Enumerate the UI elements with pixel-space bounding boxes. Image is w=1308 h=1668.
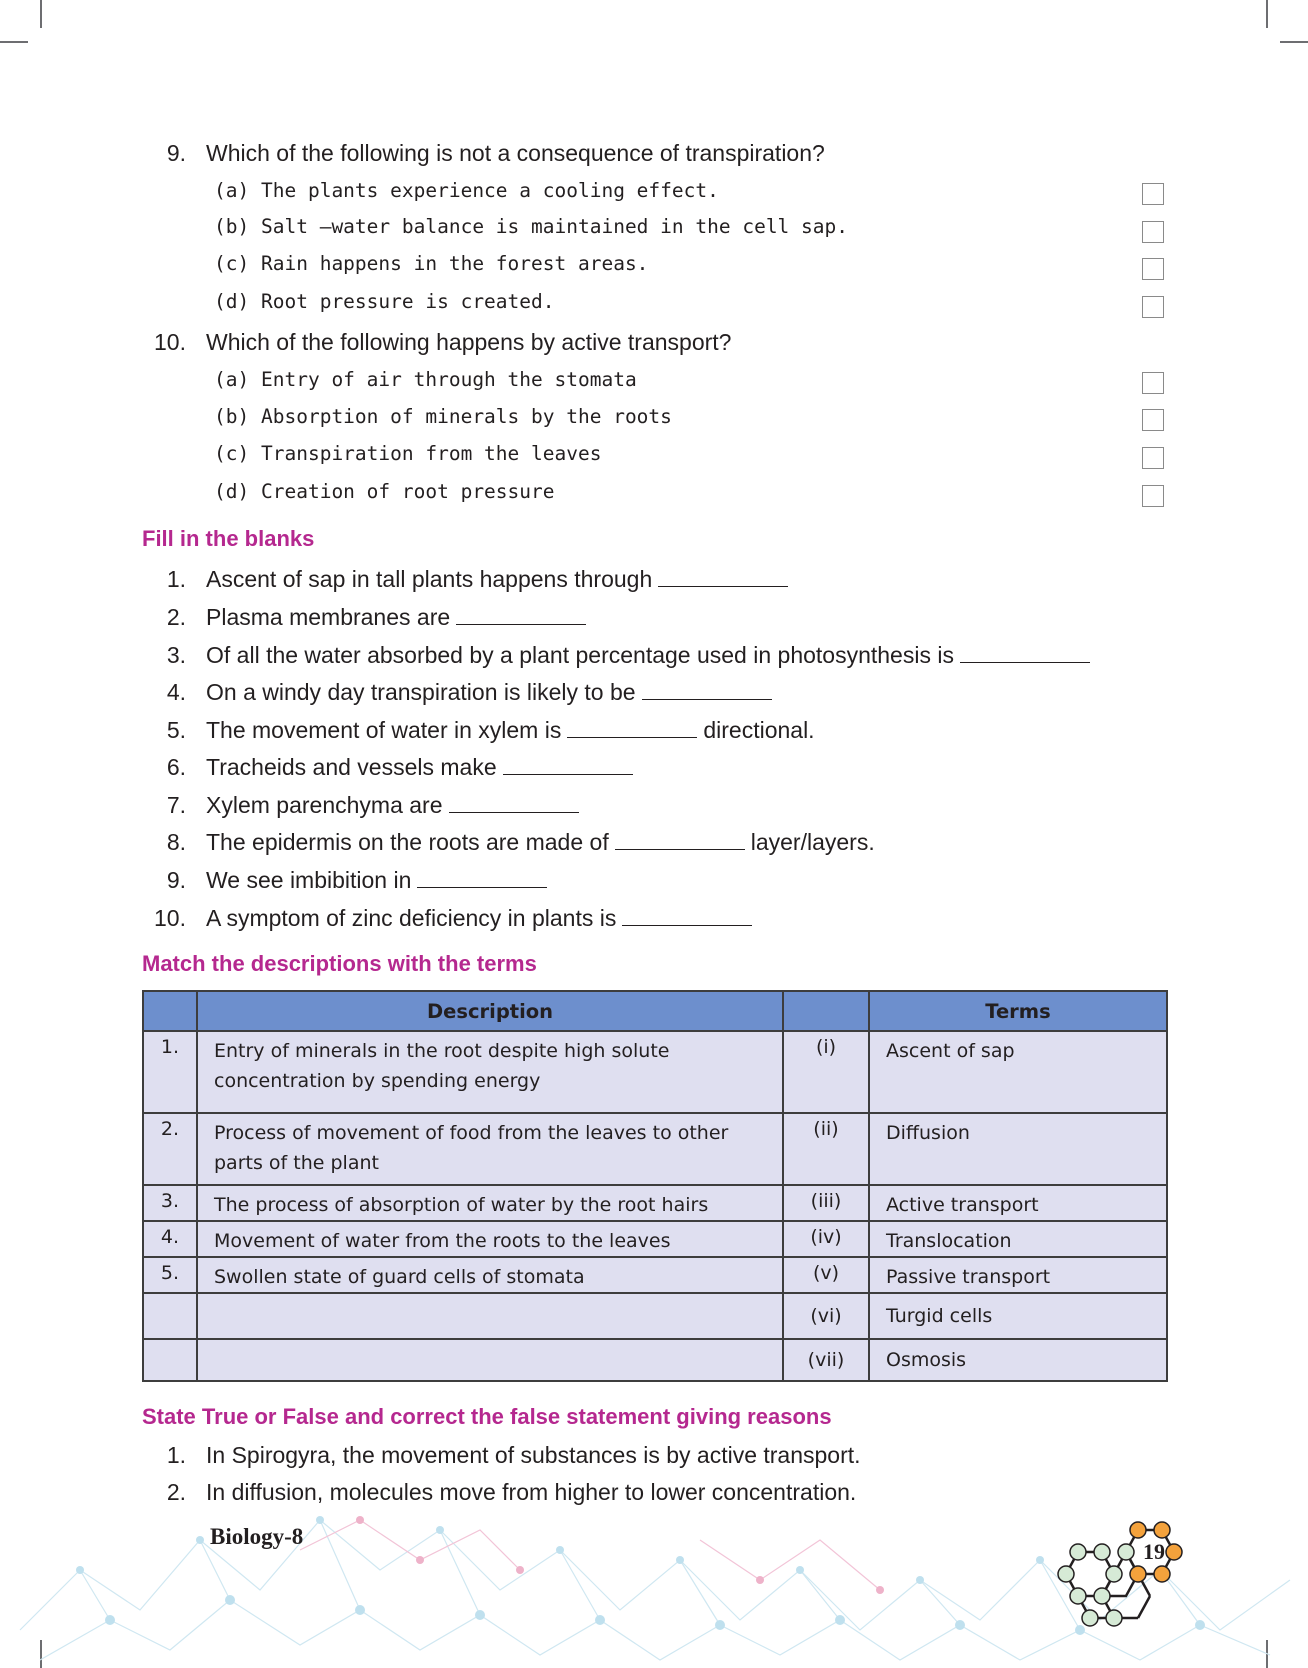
answer-checkbox[interactable] [1142, 258, 1164, 280]
header-description: Description [197, 991, 783, 1031]
fill-blank-line[interactable] [456, 606, 586, 625]
question-text: Which of the following is not a consequence of transpiration? [206, 140, 825, 166]
true-false-heading: State True or False and correct the false statement giving reasons [142, 1404, 832, 1429]
fill-blank-after-text: directional. [703, 717, 815, 743]
fill-blank-after-text: layer/layers. [750, 829, 875, 855]
header-terms: Terms [869, 991, 1167, 1031]
fill-blank-sentence [206, 865, 547, 895]
fill-blank-sentence [206, 790, 579, 820]
row-description: Process of movement of food from the leaves to other parts of the plant [197, 1113, 783, 1185]
row-term: Active transport [869, 1185, 1167, 1221]
row-term-code: (iii) [783, 1185, 869, 1221]
fill-blank-number: 6. [166, 754, 186, 780]
match-table [142, 990, 1168, 1382]
row-term: Translocation [869, 1221, 1167, 1257]
header-number [143, 991, 197, 1031]
fill-blank-number: 3. [166, 642, 186, 668]
option-label: (b) [214, 405, 250, 428]
fill-blank-sentence [206, 602, 586, 632]
row-term: Diffusion [869, 1113, 1167, 1185]
table-row [143, 1113, 1167, 1185]
fill-blank-text: The movement of water in xylem is [206, 717, 562, 743]
crop-mark [1280, 41, 1308, 43]
fill-blank-text: We see imbibition in [206, 867, 412, 893]
table-row [143, 1031, 1167, 1113]
fill-blank-line[interactable] [449, 794, 579, 813]
row-number [143, 1339, 197, 1381]
fill-blank-text: A symptom of zinc deficiency in plants is [206, 905, 617, 931]
fill-blank-text: Ascent of sap in tall plants happens through [206, 566, 653, 592]
fill-blank-line[interactable] [503, 756, 633, 775]
row-term-code: (v) [783, 1257, 869, 1293]
fill-blank-number: 7. [166, 792, 186, 818]
row-term-code: (iv) [783, 1221, 869, 1257]
option-text: Salt –water balance is maintained in the cell sap. [261, 215, 848, 238]
fill-blank-text: Tracheids and vessels make [206, 754, 497, 780]
row-term: Osmosis [869, 1339, 1167, 1381]
row-term: Ascent of sap [869, 1031, 1167, 1113]
row-term-code: (i) [783, 1031, 869, 1113]
fill-blank-sentence [206, 564, 788, 594]
option-text: Entry of air through the stomata [261, 368, 637, 391]
answer-checkbox[interactable] [1142, 485, 1164, 507]
row-number: 3. [143, 1185, 197, 1221]
option-text: Creation of root pressure [261, 480, 555, 503]
row-description: The process of absorption of water by the root hairs [197, 1185, 783, 1221]
tf-number: 1. [166, 1442, 186, 1468]
fill-blank-line[interactable] [960, 644, 1090, 663]
option-text: The plants experience a cooling effect. [261, 179, 719, 202]
row-number: 4. [143, 1221, 197, 1257]
crop-mark [0, 41, 28, 43]
option-label: (d) [214, 290, 250, 313]
option-label: (c) [214, 442, 250, 465]
option-label: (c) [214, 252, 250, 275]
row-description [197, 1339, 783, 1381]
row-number: 5. [143, 1257, 197, 1293]
question-text: Which of the following happens by active transport? [206, 329, 732, 355]
table-row [143, 1293, 1167, 1339]
row-description: Movement of water from the roots to the leaves [197, 1221, 783, 1257]
fill-blanks-heading: Fill in the blanks [142, 526, 315, 551]
row-term-code: (vii) [783, 1339, 869, 1381]
hexagon-page-badge-icon [1050, 1500, 1200, 1630]
fill-blank-sentence [206, 715, 815, 745]
option-text: Transpiration from the leaves [261, 442, 602, 465]
fill-blank-number: 9. [166, 867, 186, 893]
page-number: 19 [1143, 1539, 1165, 1564]
row-number: 2. [143, 1113, 197, 1185]
fill-blank-text: Plasma membranes are [206, 604, 451, 630]
answer-checkbox[interactable] [1142, 409, 1164, 431]
fill-blank-sentence [206, 677, 772, 707]
crop-mark [40, 0, 42, 28]
match-heading: Match the descriptions with the terms [142, 951, 537, 976]
fill-blank-number: 8. [166, 829, 186, 855]
row-description: Swollen state of guard cells of stomata [197, 1257, 783, 1293]
tf-number: 2. [166, 1479, 186, 1505]
question-number: 10. [154, 329, 186, 355]
fill-blank-text: Xylem parenchyma are [206, 792, 443, 818]
book-title: Biology-8 [210, 1524, 304, 1549]
option-text: Rain happens in the forest areas. [261, 252, 649, 275]
row-term: Passive transport [869, 1257, 1167, 1293]
fill-blank-line[interactable] [658, 568, 788, 587]
fill-blank-number: 2. [166, 604, 186, 630]
tf-text: In Spirogyra, the movement of substances is by active transport. [206, 1442, 861, 1468]
option-label: (d) [214, 480, 250, 503]
fill-blank-sentence [206, 752, 633, 782]
row-term-code: (ii) [783, 1113, 869, 1185]
option-label: (a) [214, 368, 250, 391]
option-text: Root pressure is created. [261, 290, 555, 313]
option-text: Absorption of minerals by the roots [261, 405, 672, 428]
fill-blank-sentence [206, 827, 875, 857]
table-row [143, 1185, 1167, 1221]
fill-blank-line[interactable] [622, 907, 752, 926]
answer-checkbox[interactable] [1142, 447, 1164, 469]
table-row [143, 1257, 1167, 1293]
fill-blank-number: 10. [154, 905, 186, 931]
tf-text: In diffusion, molecules move from higher to lower concentration. [206, 1479, 857, 1505]
row-description: Entry of minerals in the root despite high solute concentration by spending energy [197, 1031, 783, 1113]
answer-checkbox[interactable] [1142, 221, 1164, 243]
table-row [143, 1339, 1167, 1381]
row-description [197, 1293, 783, 1339]
fill-blank-sentence [206, 640, 1090, 670]
fill-blank-number: 4. [166, 679, 186, 705]
fill-blank-text: The epidermis on the roots are made of [206, 829, 609, 855]
table-header-row [143, 991, 1167, 1031]
row-number [143, 1293, 197, 1339]
fill-blank-text: On a windy day transpiration is likely to be [206, 679, 636, 705]
row-number: 1. [143, 1031, 197, 1113]
answer-checkbox[interactable] [1142, 372, 1164, 394]
answer-checkbox[interactable] [1142, 183, 1164, 205]
fill-blank-line[interactable] [567, 719, 697, 738]
fill-blank-line[interactable] [417, 869, 547, 888]
table-row [143, 1221, 1167, 1257]
question-number: 9. [166, 140, 186, 166]
row-term: Turgid cells [869, 1293, 1167, 1339]
header-code [783, 991, 869, 1031]
option-label: (a) [214, 179, 250, 202]
crop-mark [1266, 0, 1268, 28]
fill-blank-text: Of all the water absorbed by a plant percentage used in photosynthesis is [206, 642, 954, 668]
fill-blank-line[interactable] [615, 831, 745, 850]
fill-blank-number: 1. [166, 566, 186, 592]
answer-checkbox[interactable] [1142, 296, 1164, 318]
fill-blank-line[interactable] [642, 681, 772, 700]
option-label: (b) [214, 215, 250, 238]
row-term-code: (vi) [783, 1293, 869, 1339]
fill-blank-number: 5. [166, 717, 186, 743]
fill-blank-sentence [206, 903, 752, 933]
